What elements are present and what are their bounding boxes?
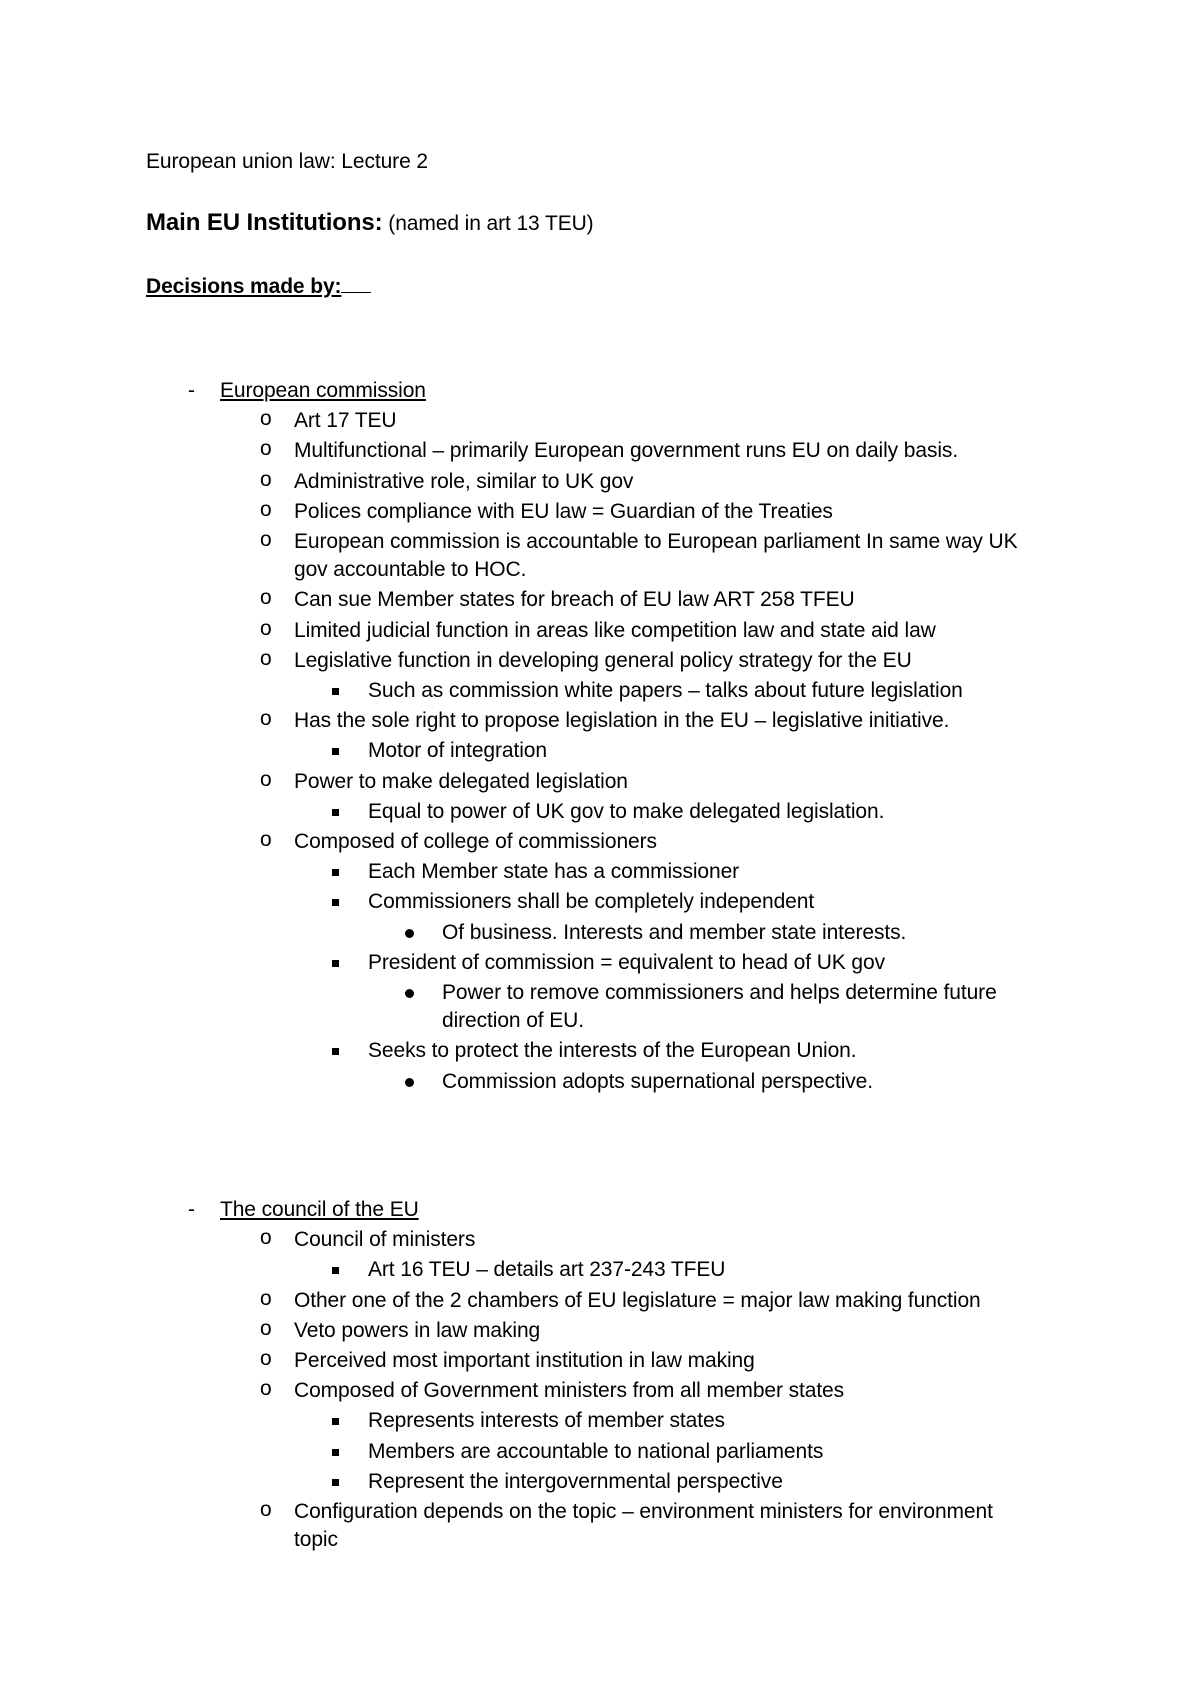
square-bullet <box>332 748 339 755</box>
list-item-level-2: Represents interests of member states <box>368 1409 725 1433</box>
square-bullet <box>332 1449 339 1456</box>
circle-bullet: o <box>260 467 272 491</box>
square-bullet <box>332 688 339 695</box>
list-item-level-1: Configuration depends on the topic – environment ministers for environment <box>294 1500 993 1523</box>
underline-gap <box>341 272 371 293</box>
square-bullet <box>332 869 339 876</box>
decisions-subheading <box>146 272 371 300</box>
list-item-level-1: Other one of the 2 chambers of EU legislature = major law making function <box>294 1288 981 1312</box>
square-bullet <box>332 1479 339 1486</box>
institutions-heading-note: (named in art 13 TEU) <box>382 212 594 235</box>
circle-bullet: o <box>260 1377 272 1401</box>
list-item-level-1: Composed of college of commissioners <box>294 830 657 853</box>
list-item-level-1: Veto powers in law making <box>294 1318 541 1342</box>
circle-bullet: o <box>260 1347 272 1370</box>
circle-bullet: o <box>260 497 272 521</box>
square-bullet <box>332 960 339 967</box>
decisions-subheading-text: Decisions made by: <box>146 275 342 298</box>
list-item-level-1: European commission is accountable to European parliament In same way UK <box>294 530 1018 553</box>
section-title: European commission <box>220 379 426 402</box>
list-item-level-1: Composed of Government ministers from all member states <box>294 1379 845 1403</box>
dot-bullet <box>405 929 414 938</box>
list-item-level-1: Limited judicial function in areas like competition law and state aid law <box>294 618 936 642</box>
square-bullet <box>332 1418 339 1425</box>
list-item-level-1: Council of ministers <box>294 1228 476 1252</box>
list-item-level-2: Commissioners shall be completely independent <box>368 890 815 914</box>
circle-bullet: o <box>260 616 272 640</box>
list-item-level-2: Art 16 TEU – details art 237-243 TFEU <box>368 1258 726 1282</box>
list-item-level-2: Each Member state has a commissioner <box>368 860 740 884</box>
list-item-level-3: Power to remove commissioners and helps determine future <box>442 981 997 1004</box>
circle-bullet: o <box>260 586 272 610</box>
circle-bullet: o <box>260 437 272 461</box>
dash-bullet: - <box>188 379 195 402</box>
list-item-level-1: Art 17 TEU <box>294 409 397 433</box>
circle-bullet: o <box>260 707 272 731</box>
square-bullet <box>332 809 339 816</box>
list-item-level-2: Such as commission white papers – talks about future legislation <box>368 679 963 702</box>
square-bullet <box>332 1048 339 1055</box>
list-item-level-1: Legislative function in developing general policy strategy for the EU <box>294 648 912 672</box>
list-item-level-2: Equal to power of UK gov to make delegated legislation. <box>368 799 885 823</box>
list-item-continuation: gov accountable to HOC. <box>294 558 527 582</box>
list-item-level-3: Of business. Interests and member state interests. <box>442 920 907 944</box>
circle-bullet: o <box>260 407 272 431</box>
circle-bullet: o <box>260 1226 272 1250</box>
list-item-level-1: Polices compliance with EU law = Guardian of the Treaties <box>294 499 833 523</box>
square-bullet <box>332 1267 339 1274</box>
section-title: The council of the EU <box>220 1198 419 1221</box>
list-item-level-2: Motor of integration <box>368 739 547 763</box>
document-title: European union law: Lecture 2 <box>146 150 428 173</box>
list-item-continuation: direction of EU. <box>442 1009 584 1033</box>
list-item-level-1: Can sue Member states for breach of EU law ART 258 TFEU <box>294 588 855 612</box>
dot-bullet <box>405 989 414 998</box>
circle-bullet: o <box>260 828 272 851</box>
circle-bullet: o <box>260 1498 272 1521</box>
institutions-heading <box>146 210 594 237</box>
dash-bullet: - <box>188 1198 195 1221</box>
circle-bullet: o <box>260 528 272 551</box>
list-item-level-1: Administrative role, similar to UK gov <box>294 469 634 493</box>
list-item-level-1: Has the sole right to propose legislation in the EU – legislative initiative. <box>294 709 950 733</box>
square-bullet <box>332 899 339 906</box>
circle-bullet: o <box>260 1316 272 1340</box>
list-item-level-1: Multifunctional – primarily European government runs EU on daily basis. <box>294 439 959 463</box>
list-item-level-1: Power to make delegated legislation <box>294 769 628 793</box>
list-item-level-2: Represent the intergovernmental perspective <box>368 1469 783 1493</box>
circle-bullet: o <box>260 767 272 791</box>
list-item-level-3: Commission adopts supernational perspective. <box>442 1069 873 1093</box>
dot-bullet <box>405 1078 414 1087</box>
list-item-level-2: President of commission = equivalent to head of UK gov <box>368 950 885 974</box>
list-item-level-2: Members are accountable to national parliaments <box>368 1439 824 1463</box>
list-item-level-1: Perceived most important institution in law making <box>294 1349 755 1372</box>
list-item-continuation: topic <box>294 1528 338 1552</box>
circle-bullet: o <box>260 646 272 670</box>
circle-bullet: o <box>260 1286 272 1310</box>
list-item-level-2: Seeks to protect the interests of the European Union. <box>368 1039 857 1063</box>
institutions-heading-strong: Main EU Institutions: <box>146 209 383 236</box>
